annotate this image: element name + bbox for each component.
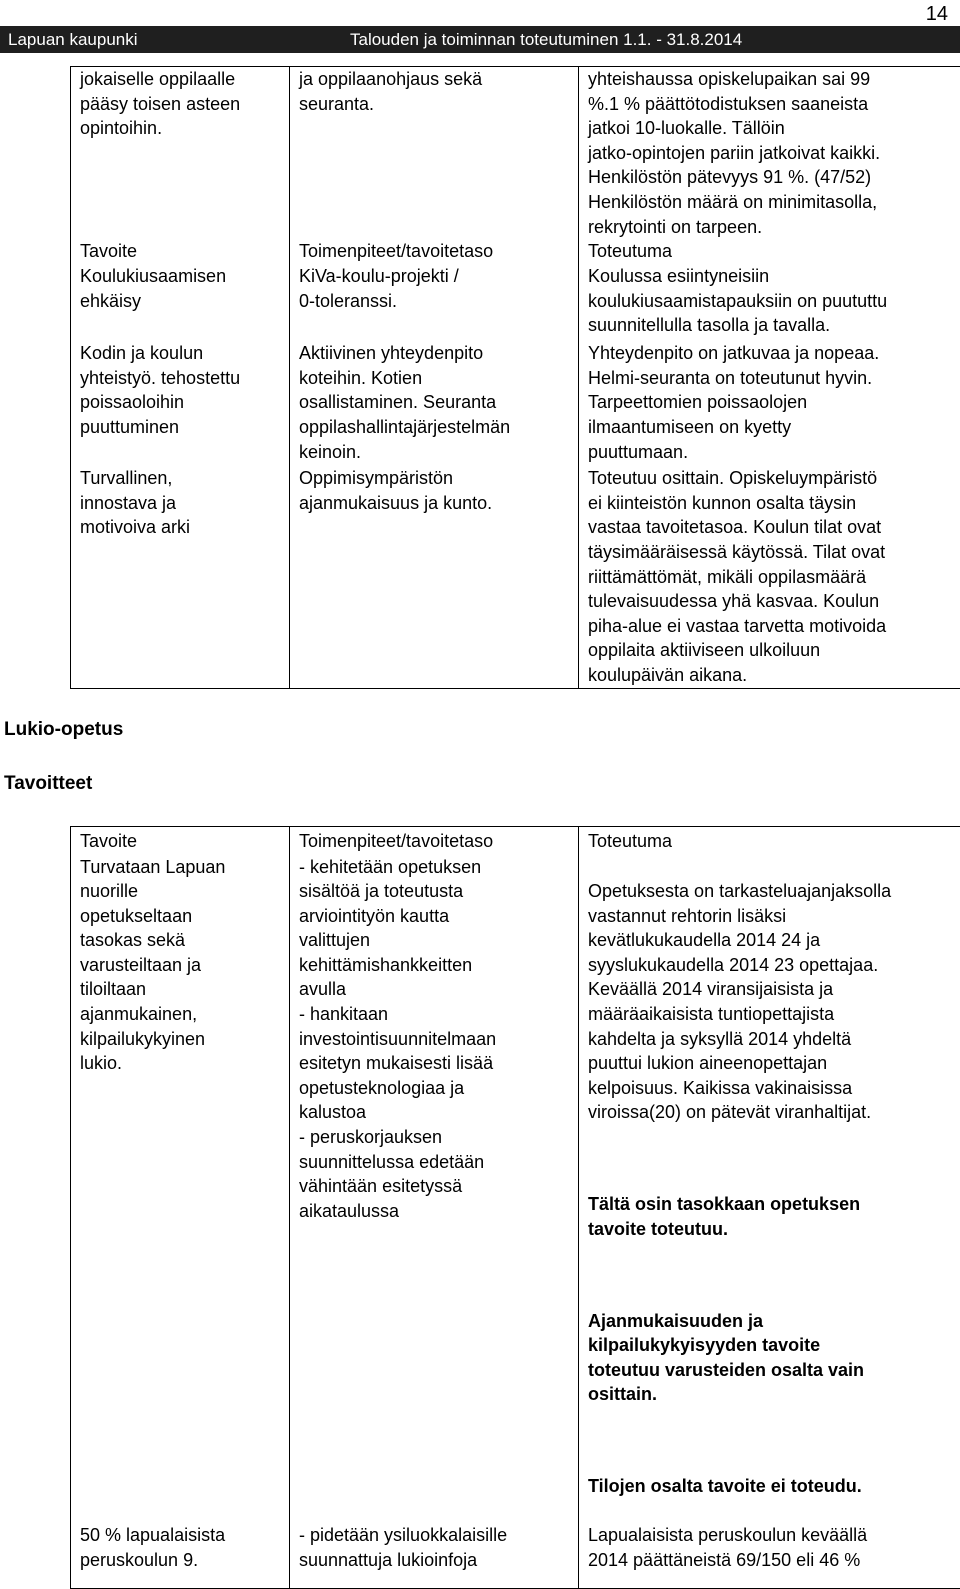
goal-cell: Kodin ja koulun yhteistyö. tehostettu poissaoloihin puuttuminen	[71, 341, 290, 466]
result-conclusion-equipment: Ajanmukaisuuden ja kilpailukykyisyyden tavoite toteutuu varusteiden osalta vain osittain.	[588, 1309, 956, 1407]
measures-cell: - kehitetään opetuksen sisältöä ja toteutusta arviointityön kautta valittujen kehittämishankkeitten avulla - hankitaan investointisuunnitelmaan esitetyn mukaisesti lisää opetusteknologiaa ja kalustoa - peruskorjauksen suunnittelussa edetään vähintään esitetyssä aikataulussa	[290, 855, 579, 1524]
result-text: Opetuksesta on tarkasteluajanjaksolla vastannut rehtorin lisäksi kevätlukukaudella 2014 24 ja syyslukukaudella 2014 23 opettajaa. Keväällä 2014 viransijaisista ja määräaikaisista tuntiopettajista kahdelta ja syksyllä 2014 yhdeltä puuttui lukion aineenopettajan kelpoisuus. Kaikissa vakinaisissa viroissa(20) on pätevät viranhaltijat.	[588, 879, 956, 1125]
goal-cell: Turvataan Lapuan nuorille opetukseltaan tasokas sekä varusteiltaan ja tiloiltaan ajanmukainen, kilpailukykyinen lukio.	[71, 855, 290, 1524]
header-measures: Toimenpiteet/tavoitetaso	[290, 239, 579, 264]
table-row	[71, 67, 960, 240]
measures-cell: ja oppilaanohjaus sekä seuranta.	[290, 67, 579, 240]
goals-table-upper-secondary	[70, 826, 960, 1589]
goal-cell: Turvallinen, innostava ja motivoiva arki	[71, 466, 290, 688]
section-subtitle: Tavoitteet	[4, 772, 92, 797]
result-cell: yhteishaussa opiskelupaikan sai 99 %.1 % päättötodistuksen saaneista jatkoi 10-luokalle. Tällöin jatko-opintojen pariin jatkoivat kaikki. Henkilöstön pätevyys 91 %. (47/52) Henkilöstön määrä on minimitasolla, rekrytointi on tarpeen.	[579, 67, 960, 240]
header-measures: Toimenpiteet/tavoitetaso	[290, 827, 579, 855]
result-cell: Lapualaisista peruskoulun keväällä 2014 päättäneistä 69/150 eli 46 %	[579, 1523, 960, 1588]
table-row	[71, 466, 960, 688]
goal-cell: 50 % lapualaisista peruskoulun 9.	[71, 1523, 290, 1588]
table-row	[71, 1523, 960, 1588]
result-conclusion-facilities: Tilojen osalta tavoite ei toteudu.	[588, 1474, 956, 1499]
result-cell: Toteutuu osittain. Opiskeluympäristö ei kiinteistön kunnon osalta täysin vastaa tavoitetasoa. Koulun tilat ovat täysimääräisessä käytössä. Tilat ovat riittämättömät, mikäli oppilasmäärä tulevaisuudessa yhä kasvaa. Koulun piha-alue ei vastaa tarvetta motivoida oppilaita aktiiviseen ulkoiluun koulupäivän aikana.	[579, 466, 960, 688]
result-conclusion-quality: Tältä osin tasokkaan opetuksen tavoite toteutuu.	[588, 1192, 956, 1241]
header-goal: Tavoite	[71, 827, 290, 855]
result-cell: Koulussa esiintyneisiin koulukiusaamistapauksiin on puututtu suunnitellulla tasolla ja tavalla.	[579, 264, 960, 341]
table-row	[71, 341, 960, 466]
section-title: Lukio-opetus	[4, 718, 123, 743]
goal-cell: Koulukiusaamisen ehkäisy	[71, 264, 290, 341]
measures-cell: Oppimisympäristön ajanmukaisuus ja kunto.	[290, 466, 579, 688]
page-number: 14	[926, 2, 948, 27]
table-header-row	[71, 827, 960, 855]
measures-cell: KiVa-koulu-projekti / 0-toleranssi.	[290, 264, 579, 341]
header-goal: Tavoite	[71, 239, 290, 264]
table-header-row	[71, 239, 960, 264]
goals-table-basic-education	[70, 66, 960, 689]
page-header	[0, 26, 960, 53]
goal-cell: jokaiselle oppilaalle pääsy toisen asteen opintoihin.	[71, 67, 290, 240]
measures-cell: Aktiivinen yhteydenpito koteihin. Kotien osallistaminen. Seuranta oppilashallintajärjestelmän keinoin.	[290, 341, 579, 466]
header-result: Toteutuma	[579, 827, 960, 855]
table-row	[71, 855, 960, 1524]
header-report-title: Talouden ja toiminnan toteutuminen 1.1. - 31.8.2014	[350, 26, 742, 53]
result-cell: Yhteydenpito on jatkuvaa ja nopeaa. Helmi-seuranta on toteutunut hyvin. Tarpeettomien poissaolojen ilmaantumiseen on kyetty puuttumaan.	[579, 341, 960, 466]
measures-cell: - pidetään ysiluokkalaisille suunnattuja lukioinfoja	[290, 1523, 579, 1588]
header-result: Toteutuma	[579, 239, 960, 264]
table-row	[71, 264, 960, 341]
result-cell	[579, 855, 960, 1524]
header-organization: Lapuan kaupunki	[8, 26, 138, 53]
